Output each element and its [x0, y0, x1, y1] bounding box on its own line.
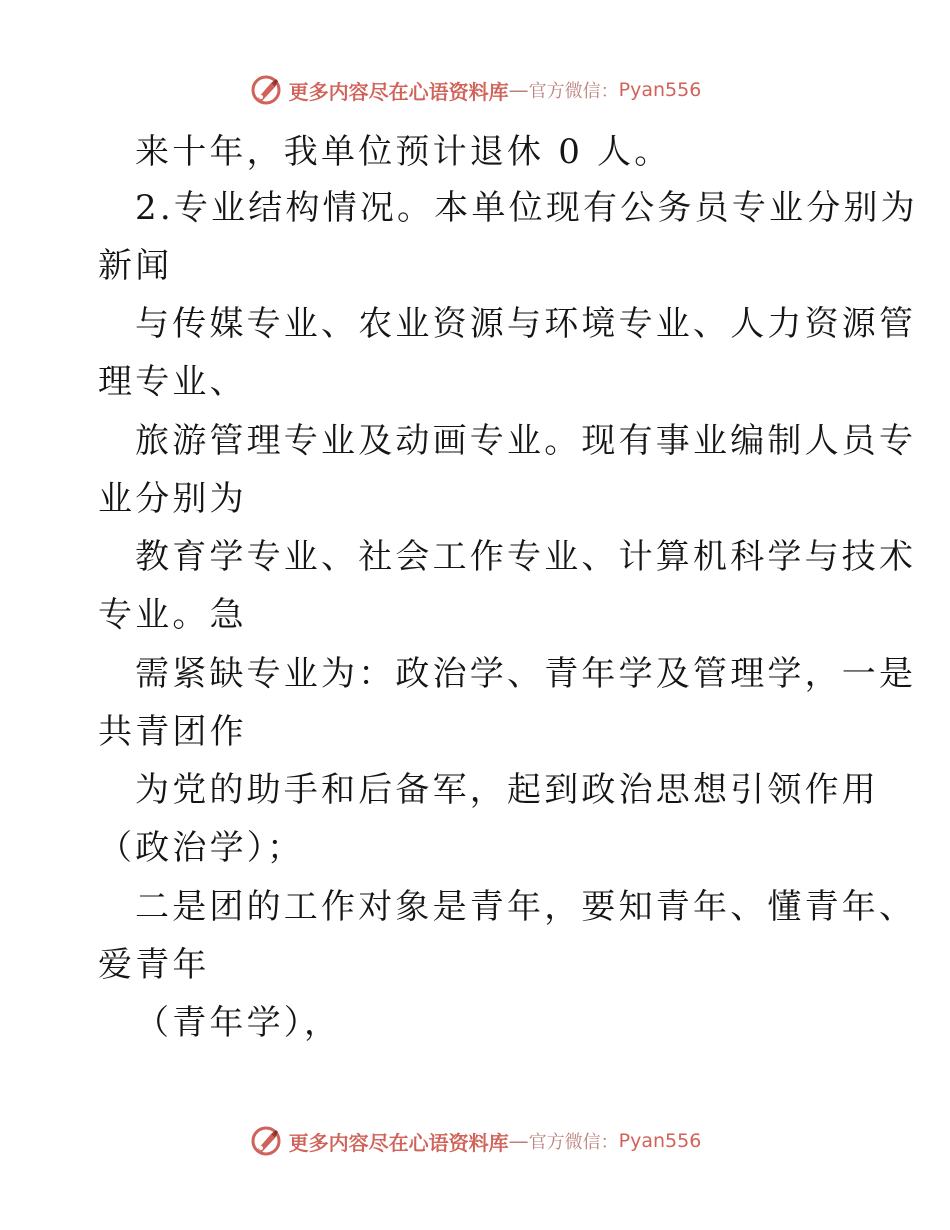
watermark-contact-label: 官方微信： [528, 81, 619, 102]
watermark-site-text: 更多内容尽在心语资料库 [288, 1130, 509, 1155]
header-watermark [0, 70, 950, 110]
watermark-separator: — [508, 78, 529, 102]
watermark-handle: Pyan556 [618, 1130, 702, 1152]
text-line: 业分别为 [98, 479, 247, 519]
text-line: 爱青年 [98, 945, 210, 985]
pen-nib-logo-icon [249, 1124, 283, 1158]
text-line: 来十年，我单位预计退休 0 人。 [135, 132, 672, 172]
text-line: 需紧缺专业为：政治学、青年学及管理学，一是 [135, 654, 917, 694]
text-line: 与传媒专业、农业资源与环境专业、人力资源管 [135, 304, 917, 344]
watermark-separator: — [508, 1129, 529, 1153]
watermark-contact-label: 官方微信： [528, 1132, 619, 1153]
text-line: 2.专业结构情况。本单位现有公务员专业分别为 [135, 188, 918, 228]
text-line: 共青团作 [98, 712, 247, 752]
text-line: 专业。急 [98, 595, 247, 635]
text-line: 为党的助手和后备军，起到政治思想引领作用 [135, 770, 879, 810]
watermark-site-text: 更多内容尽在心语资料库 [288, 79, 509, 104]
footer-watermark [0, 1121, 950, 1161]
text-line: 教育学专业、社会工作专业、计算机科学与技术 [135, 537, 917, 577]
text-line: 新闻 [98, 246, 173, 286]
text-line: 二是团的工作对象是青年，要知青年、懂青年、 [135, 887, 917, 927]
text-line: （青年学）， [135, 1003, 342, 1043]
text-line: 旅游管理专业及动画专业。现有事业编制人员专 [135, 421, 917, 461]
text-line: 理专业、 [98, 362, 247, 402]
pen-nib-logo-icon [249, 73, 283, 107]
watermark-handle: Pyan556 [618, 79, 702, 101]
text-line: （政治学）； [98, 828, 305, 868]
